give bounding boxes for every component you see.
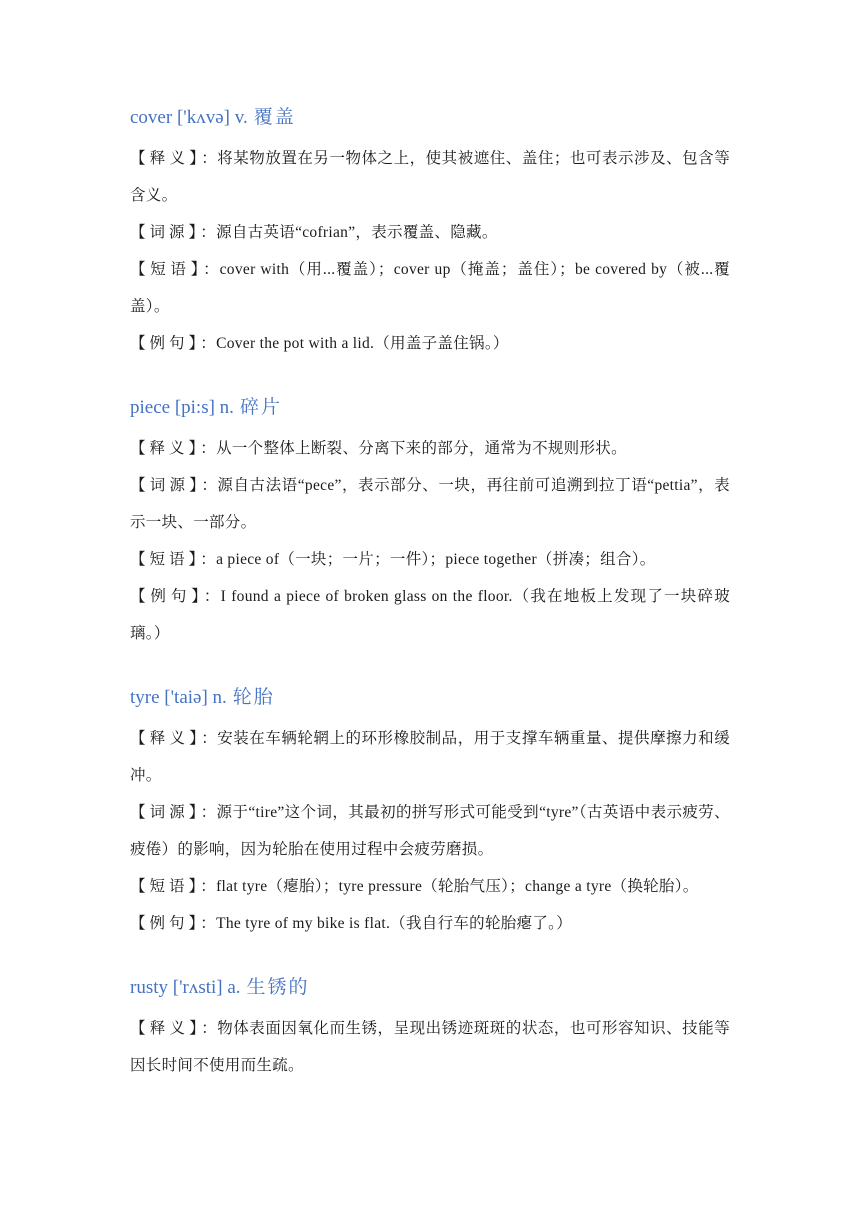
line-label: 【词源】 bbox=[130, 477, 202, 494]
line-label: 【词源】 bbox=[130, 224, 201, 241]
phrases-line bbox=[130, 251, 730, 325]
etymology-line bbox=[130, 467, 730, 541]
line-label: 【例句】 bbox=[130, 588, 204, 605]
headword bbox=[130, 680, 730, 716]
etymology-line bbox=[130, 214, 730, 251]
line-label: 【短语】 bbox=[130, 878, 201, 895]
definition-line bbox=[130, 430, 730, 467]
line-label: 【短语】 bbox=[130, 551, 201, 568]
entry-piece bbox=[130, 390, 730, 652]
line-text: ：将某物放置在另一物体之上，使其被遮住、盖住；也可表示涉及、包含等含义。 bbox=[130, 150, 730, 204]
headword-meaning: 轮胎 bbox=[232, 687, 275, 708]
entry-tyre bbox=[130, 680, 730, 942]
phrases-line bbox=[130, 541, 730, 578]
line-label: 【释义】 bbox=[130, 1020, 202, 1037]
line-label: 【词源】 bbox=[130, 804, 201, 821]
vocabulary-page bbox=[130, 100, 730, 1112]
headword-term: cover ['kʌvə] v. bbox=[130, 107, 248, 128]
line-text: ：Cover the pot with a lid.（用盖子盖住锅。） bbox=[200, 335, 509, 352]
headword bbox=[130, 970, 730, 1006]
line-text: ：The tyre of my bike is flat.（我自行车的轮胎瘪了。） bbox=[200, 915, 573, 932]
line-label: 【释义】 bbox=[130, 150, 202, 167]
etymology-line bbox=[130, 794, 730, 868]
phrases-line bbox=[130, 868, 730, 905]
line-label: 【释义】 bbox=[130, 440, 201, 457]
headword-meaning: 碎片 bbox=[239, 397, 282, 418]
definition-line bbox=[130, 1010, 730, 1084]
line-text: ：a piece of（一块；一片；一件）；piece together（拼凑；组合）。 bbox=[200, 551, 656, 568]
example-line bbox=[130, 905, 730, 942]
line-text: ：cover with（用...覆盖）；cover up（掩盖；盖住）；be covered by（被...覆盖）。 bbox=[130, 261, 730, 315]
headword bbox=[130, 100, 730, 136]
line-label: 【例句】 bbox=[130, 915, 201, 932]
headword-meaning: 覆盖 bbox=[253, 107, 296, 128]
headword-term: tyre ['taiə] n. bbox=[130, 687, 227, 708]
line-text: ：源于“tire”这个词，其最初的拼写形式可能受到“tyre”（古英语中表示疲劳、疲倦）的影响，因为轮胎在使用过程中会疲劳磨损。 bbox=[130, 804, 730, 858]
line-label: 【短语】 bbox=[130, 261, 204, 278]
line-label: 【例句】 bbox=[130, 335, 201, 352]
line-text: ：I found a piece of broken glass on the floor.（我在地板上发现了一块碎玻璃。） bbox=[130, 588, 730, 642]
headword-term: piece [pi:s] n. bbox=[130, 397, 234, 418]
headword-term: rusty ['rʌsti] a. bbox=[130, 977, 241, 998]
entry-cover bbox=[130, 100, 730, 362]
line-text: ：源自古英语“cofrian”，表示覆盖、隐藏。 bbox=[200, 224, 498, 241]
example-line bbox=[130, 325, 730, 362]
line-label: 【释义】 bbox=[130, 730, 202, 747]
line-text: ：flat tyre（瘪胎）；tyre pressure（轮胎气压）；change a tyre（换轮胎）。 bbox=[200, 878, 699, 895]
headword-meaning: 生锈的 bbox=[246, 977, 310, 998]
line-text: ：物体表面因氧化而生锈，呈现出锈迹斑斑的状态，也可形容知识、技能等因长时间不使用而生疏。 bbox=[130, 1020, 730, 1074]
line-text: ：从一个整体上断裂、分离下来的部分，通常为不规则形状。 bbox=[200, 440, 627, 457]
line-text: ：安装在车辆轮辋上的环形橡胶制品，用于支撑车辆重量、提供摩擦力和缓冲。 bbox=[130, 730, 730, 784]
entry-rusty bbox=[130, 970, 730, 1084]
definition-line bbox=[130, 720, 730, 794]
headword bbox=[130, 390, 730, 426]
definition-line bbox=[130, 140, 730, 214]
example-line bbox=[130, 578, 730, 652]
line-text: ：源自古法语“pece”，表示部分、一块，再往前可追溯到拉丁语“pettia”，表示一块、一部分。 bbox=[130, 477, 730, 531]
